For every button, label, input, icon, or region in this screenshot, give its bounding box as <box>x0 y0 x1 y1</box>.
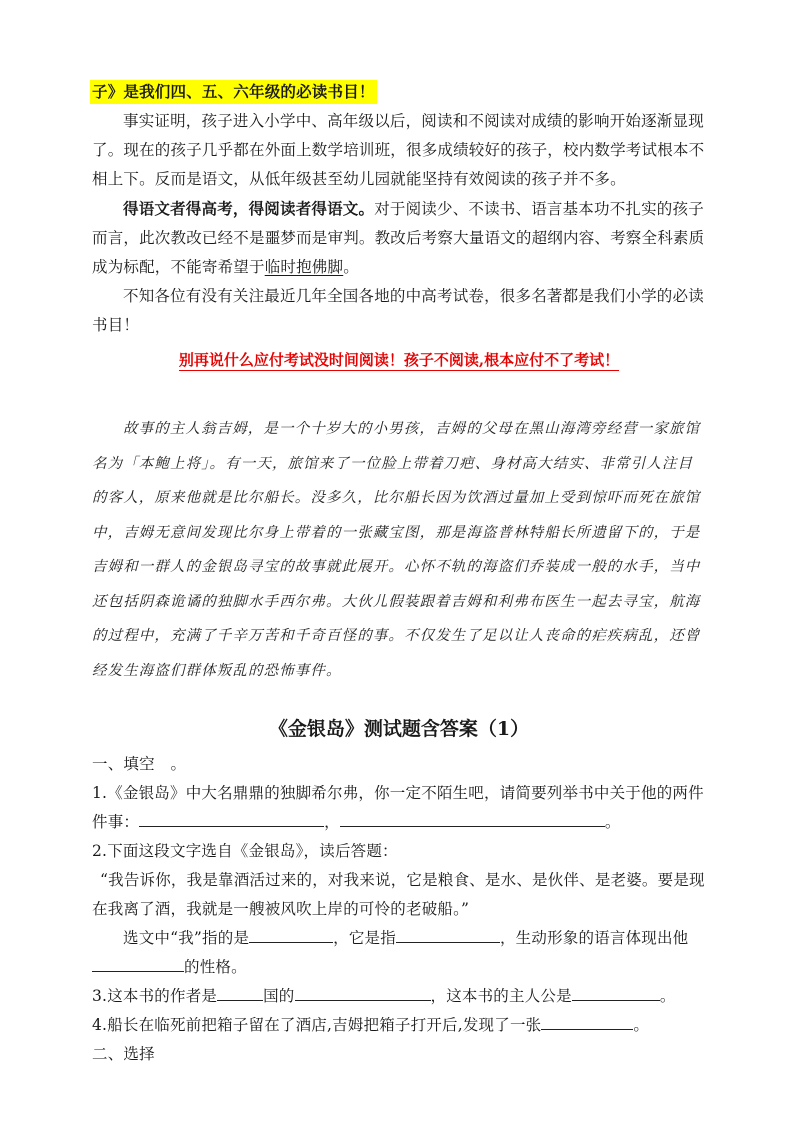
question-4 <box>92 1011 706 1040</box>
q2-blank-3[interactable] <box>92 953 184 972</box>
intro-paragraph-2 <box>92 194 706 282</box>
para2-text: 对于阅读少、不读书、语言基本功不扎实的孩子而言，此次教改已经不是噩梦而是审判。教改后考察大量语文的超纲内容、考察全科素质成为标配，不能寄希望于 <box>92 200 705 276</box>
question-3 <box>92 982 706 1011</box>
red-warning-text: 别再说什么应付考试没时间阅读！孩子不阅读,根本应付不了考试！ <box>178 351 620 369</box>
q1-end: 。 <box>604 813 621 831</box>
q3-d: 。 <box>659 987 676 1005</box>
q1-text: 1.《金银岛》中大名鼎鼎的独脚希尔弗，你一定不陌生吧，请简要列举书中关于他的两件件事： <box>92 784 704 831</box>
q3-a: 3.这本书的作者是 <box>92 987 218 1005</box>
question-2-answers <box>92 924 706 982</box>
q1-blank-2[interactable] <box>340 808 605 827</box>
quiz-title: 《金银岛》测试题含答案（1） <box>268 718 530 740</box>
q3-blank-1[interactable] <box>217 982 263 1001</box>
q4-b: 。 <box>633 1016 650 1034</box>
question-1 <box>92 779 706 837</box>
q2-d: 的性格。 <box>184 958 247 976</box>
q1-sep: ， <box>324 813 340 831</box>
q2-a: 选文中“我”指的是 <box>123 929 250 947</box>
intro-heading <box>92 78 706 107</box>
q2-c: ，生动形象的语言体现出他 <box>499 929 689 947</box>
q4-blank[interactable] <box>541 1011 633 1030</box>
q2-blank-1[interactable] <box>249 924 333 943</box>
intro-paragraph-1: 事实证明，孩子进入小学中、高年级以后，阅读和不阅读对成绩的影响开始逐渐显现了。现在的孩子几乎都在外面上数学培训班，很多成绩较好的孩子，校内数学考试根本不相上下。反而是语文，从低年级甚至幼儿园就能坚持有效阅读的孩子并不多。 <box>92 112 705 188</box>
story-summary: 故事的主人翁吉姆，是一个十岁大的小男孩，吉姆的父母在黑山海湾旁经营一家旅馆名为「本鲍上将」。有一天，旅馆来了一位脸上带着刀疤、身材高大结实、非常引人注目的客人，原来他就是比尔船长。没多久，比尔船长因为饮酒过量加上受到惊吓而死在旅馆中，吉姆无意间发现比尔身上带着的一张藏宝图，那是海盗普林特船长所遗留下的，于是吉姆和一群人的金银岛寻宝的故事就此展开。心怀不轨的海盗们乔装成一般的水手，当中还包括阴森诡谲的独脚水手西尔弗。大伙儿假装跟着吉姆和利弗布医生一起去寻宝，航海的过程中，充满了千辛万苦和千奇百怪的事。不仅发生了足以让人丧命的疟疾病乱，还曾经发生海盗们群体叛乱的恐怖事件。 <box>92 421 701 679</box>
document-page <box>92 78 706 1069</box>
section-choice: 二、选择 <box>92 1045 155 1063</box>
section-fill-blank: 一、填空 。 <box>92 755 187 773</box>
q4-a: 4.船长在临死前把箱子留在了酒店,吉姆把箱子打开后,发现了一张 <box>92 1016 542 1034</box>
q2-b: ，它是指 <box>333 929 396 947</box>
question-2-quote: “我告诉你，我是靠酒活过来的，对我来说，它是粮食、是水、是伙伴、是老婆。要是现在我离了酒，我就是一艘被风吹上岸的可怜的老破船。” <box>92 871 705 918</box>
para2-end: 。 <box>343 258 359 276</box>
red-warning-line <box>92 348 706 372</box>
highlighted-title: 子》是我们四、五、六年级的必读书目！ <box>90 80 377 104</box>
intro-paragraph-3: 不知各位有没有关注最近几年全国各地的中高考试卷，很多名著都是我们小学的必读书目！ <box>92 287 704 334</box>
q3-blank-2[interactable] <box>295 982 431 1001</box>
underlined-phrase: 临时抱佛脚 <box>264 258 344 276</box>
q3-c: ，这本书的主人公是 <box>430 987 572 1005</box>
question-2-intro: 2.下面这段文字选自《金银岛》，读后答题： <box>92 842 398 860</box>
q3-b: 国的 <box>263 987 295 1005</box>
bold-slogan: 得语文者得高考，得阅读者得语文。 <box>123 199 375 218</box>
q1-blank-1[interactable] <box>139 808 324 827</box>
q2-blank-2[interactable] <box>396 924 500 943</box>
q3-blank-3[interactable] <box>572 982 660 1001</box>
